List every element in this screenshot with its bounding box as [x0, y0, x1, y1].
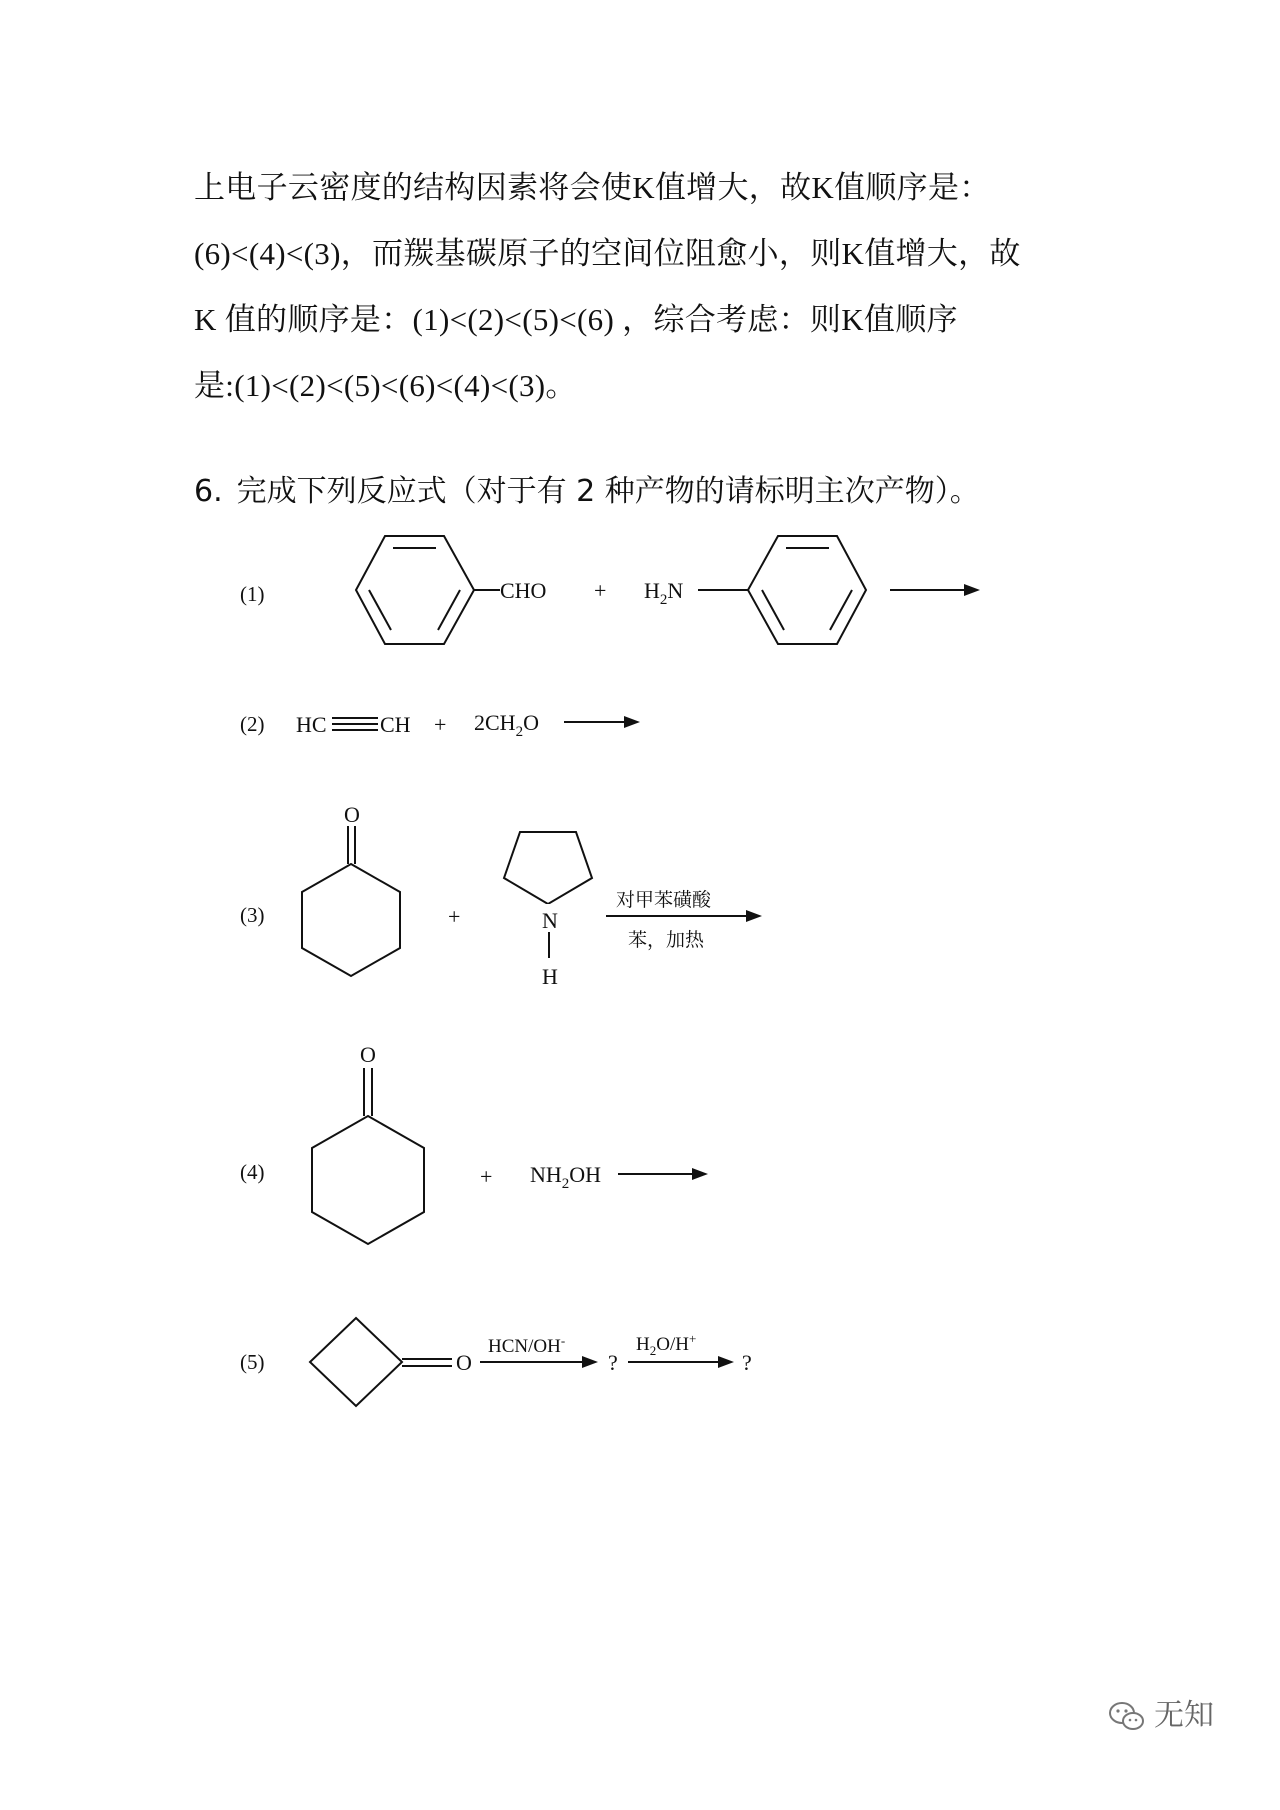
ketone-oxygen: O — [344, 802, 360, 827]
reaction-label: (1) — [240, 582, 265, 606]
reagent-sub: 2 — [561, 1176, 570, 1192]
step2-mid: O/H — [656, 1334, 689, 1355]
unknown-product-1: ? — [608, 1350, 618, 1375]
plus-sign: + — [448, 904, 461, 929]
amine-main: H — [644, 578, 660, 603]
ketone-oxygen: O — [456, 1350, 472, 1375]
watermark-text: 无知 — [1154, 1698, 1214, 1733]
step2-sup: + — [688, 1331, 697, 1346]
reaction-label: (5) — [240, 1350, 265, 1374]
cyclobutane-ring — [310, 1318, 402, 1406]
paragraph-line-4: 是:(1)<(2)<(5)<(6)<(4)<(3)。 — [194, 368, 577, 403]
step2-sub: 2 — [649, 1343, 657, 1358]
reaction-label: (4) — [240, 1160, 265, 1184]
condition-bottom: 苯，加热 — [628, 929, 705, 951]
alkyne-left: HC — [296, 712, 327, 737]
condition-top: 对甲苯磺酸 — [616, 889, 712, 911]
substituent-label: CHO — [500, 578, 547, 603]
reagent-sub: 2 — [515, 724, 524, 740]
unknown-product-2: ? — [742, 1350, 752, 1375]
step1-main: HCN/OH — [488, 1336, 561, 1357]
amine-sub: 2 — [659, 592, 668, 608]
svg-text:HCN/OH- — [488, 1333, 565, 1357]
step2-main: H — [636, 1334, 650, 1355]
ring-nitrogen: N — [542, 908, 558, 933]
wechat-icon — [1108, 1701, 1146, 1733]
reaction-label: (2) — [240, 712, 265, 736]
question-number: 6. — [194, 474, 223, 509]
plus-sign: + — [480, 1164, 493, 1189]
paragraph-line-2: (6)<(4)<(3)，而羰基碳原子的空间位阻愈小，则K值增大，故 — [194, 236, 1021, 271]
step1-sup: - — [560, 1333, 566, 1348]
ketone-oxygen: O — [360, 1042, 376, 1067]
reaction-label: (3) — [240, 903, 265, 927]
reagent-tail: O — [523, 710, 539, 735]
watermark — [1108, 1690, 1214, 1734]
svg-text:H2O/H+ — [636, 1331, 696, 1358]
reagent-main: NH — [530, 1162, 562, 1187]
question-text: 完成下列反应式（对于有 2 种产物的请标明主次产物）。 — [236, 474, 980, 509]
reagent-main: 2CH — [474, 710, 516, 735]
amine-tail: N — [667, 578, 684, 603]
plus-sign: + — [434, 712, 447, 737]
ring-hydrogen: H — [542, 964, 558, 989]
alkyne-right: CH — [380, 712, 411, 737]
paragraph-line-1: 上电子云密度的结构因素将会使K值增大，故K值顺序是： — [194, 170, 991, 205]
paragraph-line-3: K 值的顺序是：(1)<(2)<(5)<(6) ，综合考虑：则K值顺序 — [194, 302, 958, 337]
plus-sign: + — [594, 578, 607, 603]
reagent-tail: OH — [569, 1162, 602, 1187]
